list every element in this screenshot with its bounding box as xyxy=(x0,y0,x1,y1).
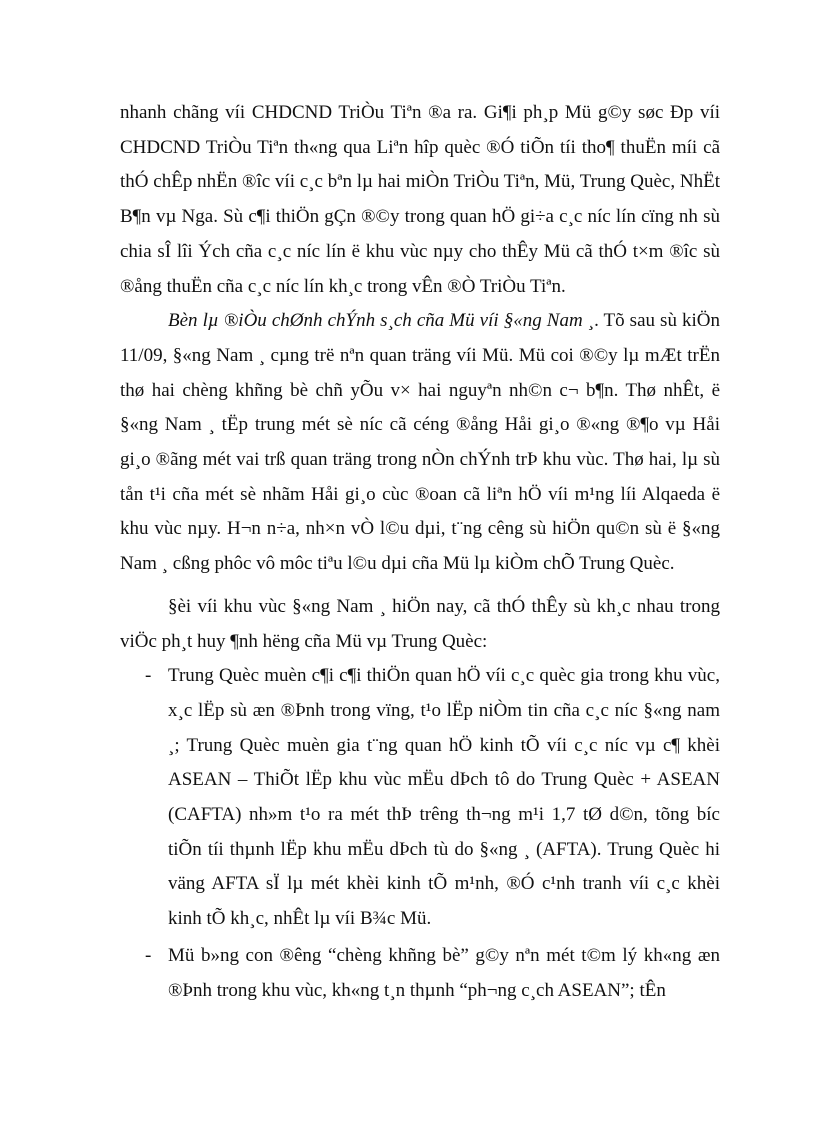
bullet-list xyxy=(120,659,720,1008)
list-item-text: Mü b»ng con ®êng “chèng khñng bè” g©y nªn mét t©m lý kh«ng æn ®Þnh trong khu vùc, kh«ng t¸n thµnh “ph¬ng c¸ch ASEAN”; tÊn xyxy=(168,944,720,1001)
bullet-marker: - xyxy=(145,944,152,966)
paragraph-text: nhanh chãng víi CHDCND TriÒu Tiªn ®a ra. Gi¶i ph¸p Mü g©y søc Ðp víi CHDCND TriÒu Tiªn th«ng qua Liªn hîp quèc ®Ó tiÕn tíi tho¶ thuËn míi cã thÓ chÊp nhËn ®îc víi c¸c bªn lµ hai miÒn TriÒu Tiªn, Mü, Trung Quèc, NhËt B¶n vµ Nga. Sù c¶i thiÖn gÇn ®©y trong quan hÖ gi÷a c¸c níc lín cïng nh sù chia sÎ lîi Ých cña c¸c níc lín ë khu vùc nµy cho thÊy Mü cã thÓ t×m ®îc sù ®ång thuËn cña c¸c níc lín kh¸c trong vÊn ®Ò TriÒu Tiªn. xyxy=(120,102,720,297)
paragraph-southeast-asia-policy xyxy=(120,304,720,582)
paragraph-comparison-intro xyxy=(120,590,720,659)
paragraph-text: . Tõ sau sù kiÖn 11/09, §«ng Nam ¸ cµng trë nªn quan träng víi Mü. Mü coi ®©y lµ mÆt trËn thø hai chèng khñng bè chñ yÕu v× hai nguyªn nh©n c¬ b¶n. Thø nhÊt, ë §«ng Nam ¸ tËp trung mét sè níc cã céng ®ång Håi gi¸o ®«ng ®¶o vµ Håi gi¸o ®ãng mét vai trß quan träng trong nÒn chÝnh trÞ khu vùc. Thø hai, lµ sù tån t¹i cña mét sè nhãm Håi gi¸o cùc ®oan cã liªn hÖ víi m¹ng líi Alqaeda ë khu vùc nµy. H¬n n÷a, nh×n vÒ l©u dµi, t¨ng cêng sù hiÖn qu©n sù ë §«ng Nam ¸ cßng phôc vô môc tiªu l©u dµi cña Mü lµ kiÒm chÕ Trung Quèc. xyxy=(120,310,721,575)
list-item-text: Trung Quèc muèn c¶i c¶i thiÖn quan hÖ víi c¸c quèc gia trong khu vùc, x¸c lËp sù æn ®Þnh trong vïng, t¹o lËp niÒm tin cña c¸c níc §«ng nam ¸; Trung Quèc muèn gia t¨ng quan hÖ kinh tÕ víi c¸c níc vµ c¶ khèi ASEAN – ThiÕt lËp khu vùc mËu dÞch tô do Trung Quèc + ASEAN (CAFTA) nh»m t¹o ra mét thÞ trêng th¬ng m¹i 1,7 tØ d©n, tõng bíc tiÕn tíi thµnh lËp khu mËu dÞch tù do §«ng ¸ (AFTA). Trung Quèc hi väng AFTA sÏ lµ mét khèi kinh tÕ m¹nh, ®Ó c¹nh tranh víi c¸c khèi kinh tÕ kh¸c, nhÊt lµ víi B¾c Mü. xyxy=(168,665,720,930)
paragraph-korea-solution xyxy=(120,96,720,304)
list-item xyxy=(120,659,720,937)
paragraph-italic-lead: Bèn lµ ®iÒu chØnh chÝnh s¸ch cña Mü víi §«ng Nam ¸ xyxy=(168,310,595,332)
paragraph-text: §èi víi khu vùc §«ng Nam ¸ hiÖn nay, cã thÓ thÊy sù kh¸c nhau trong viÖc ph¸t huy ¶nh hëng cña Mü vµ Trung Quèc: xyxy=(120,595,720,652)
list-item xyxy=(120,939,720,1008)
bullet-marker: - xyxy=(145,665,152,687)
